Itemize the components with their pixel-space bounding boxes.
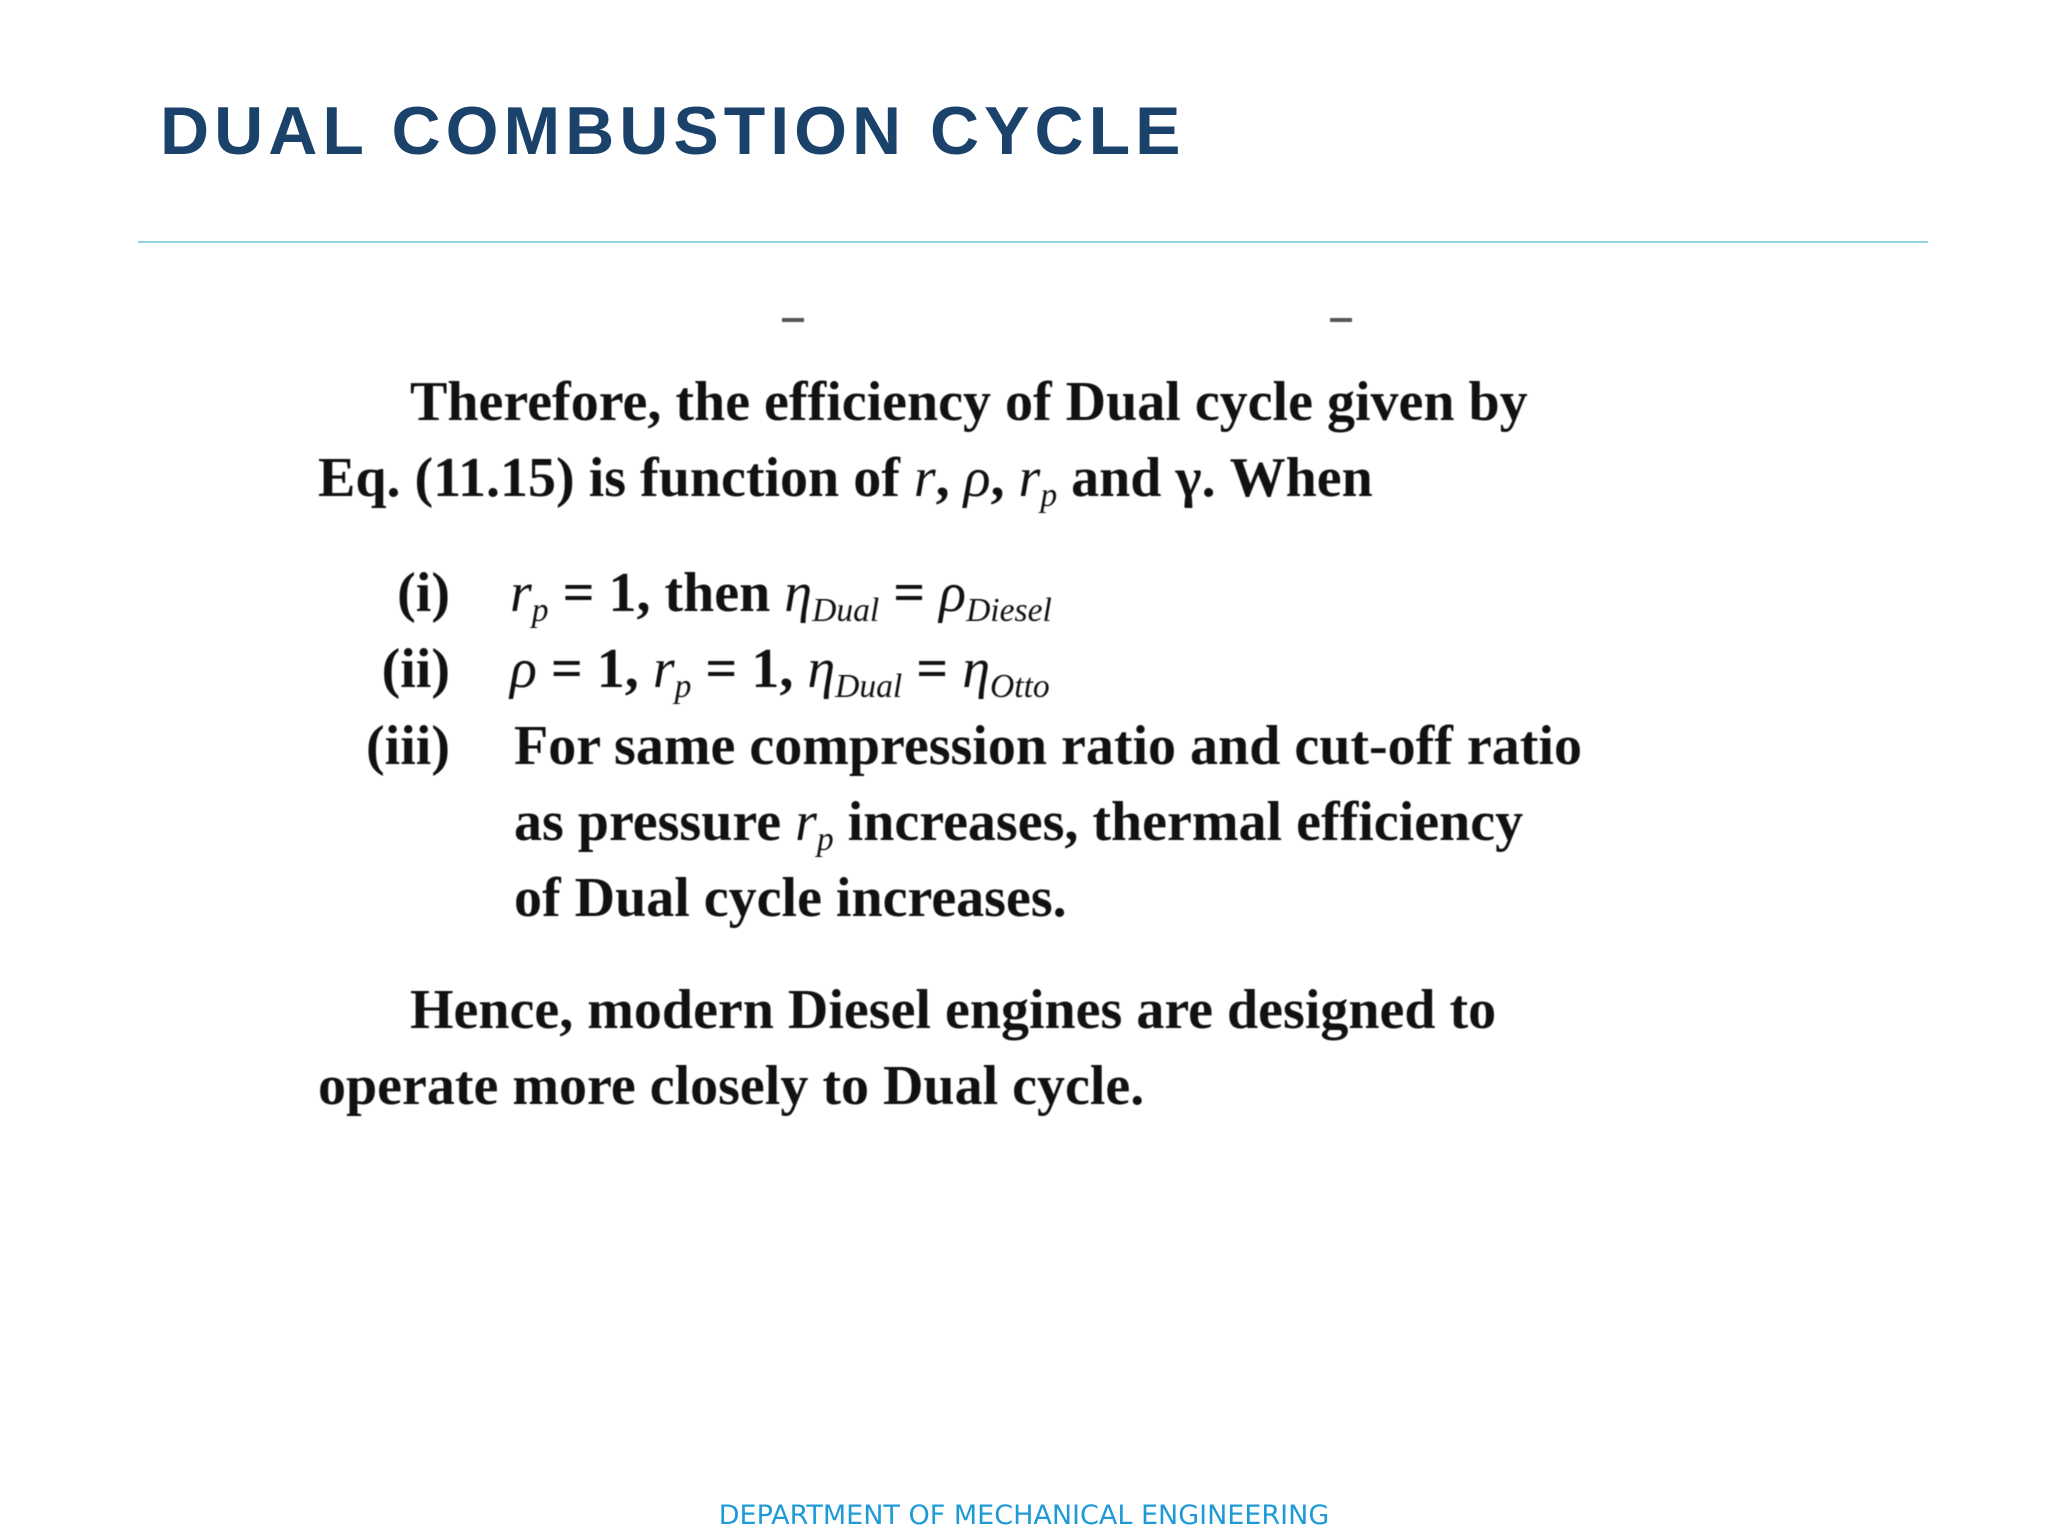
list-item-number: (iii): [366, 715, 450, 777]
list-item-i: $r_p = 1$, then $\eta_{Dual} = \rho_{Diesel}$: [510, 562, 1052, 630]
paragraph-2-line-1: Hence, modern Diesel engines are designed to: [410, 979, 1497, 1041]
variables-r-rho-rp: r: [913, 447, 936, 509]
list-item-iii-line-3: of Dual cycle increases.: [514, 867, 1067, 929]
paragraph-1-line-1: Therefore, the efficiency of Dual cycle given by: [410, 371, 1528, 433]
paragraph-2-line-2: operate more closely to Dual cycle.: [318, 1055, 1145, 1117]
paragraph-1-line-2-prefix: Eq. (11.15) is function of: [318, 447, 914, 509]
list-item-number: (i): [397, 562, 450, 624]
scanned-text-image: [300, 318, 1820, 1138]
slide-title: DUAL COMBUSTION CYCLE: [160, 93, 1186, 169]
list-item-iii-line-1: For same compression ratio and cut-off ratio: [514, 715, 1582, 777]
paragraph-1-line-2: Eq. (11.15) is function of r, ρ, $r_p$ and γ. When: [318, 447, 1373, 515]
cropped-line-mark: [782, 318, 804, 322]
title-divider: [138, 241, 1928, 243]
cropped-line-mark: [1330, 318, 1352, 322]
footer-department: DEPARTMENT OF MECHANICAL ENGINEERING: [718, 1500, 1330, 1531]
paragraph-1-line-2-suffix: and γ. When: [1057, 447, 1373, 509]
list-item-number: (ii): [381, 638, 450, 700]
list-item-ii: ρ = 1, $r_p = 1$, $\eta_{Dual} = \eta_{Otto}$: [510, 638, 1050, 706]
list-item-iii-line-2: as pressure $r_p$ increases, thermal efficiency: [514, 791, 1524, 859]
